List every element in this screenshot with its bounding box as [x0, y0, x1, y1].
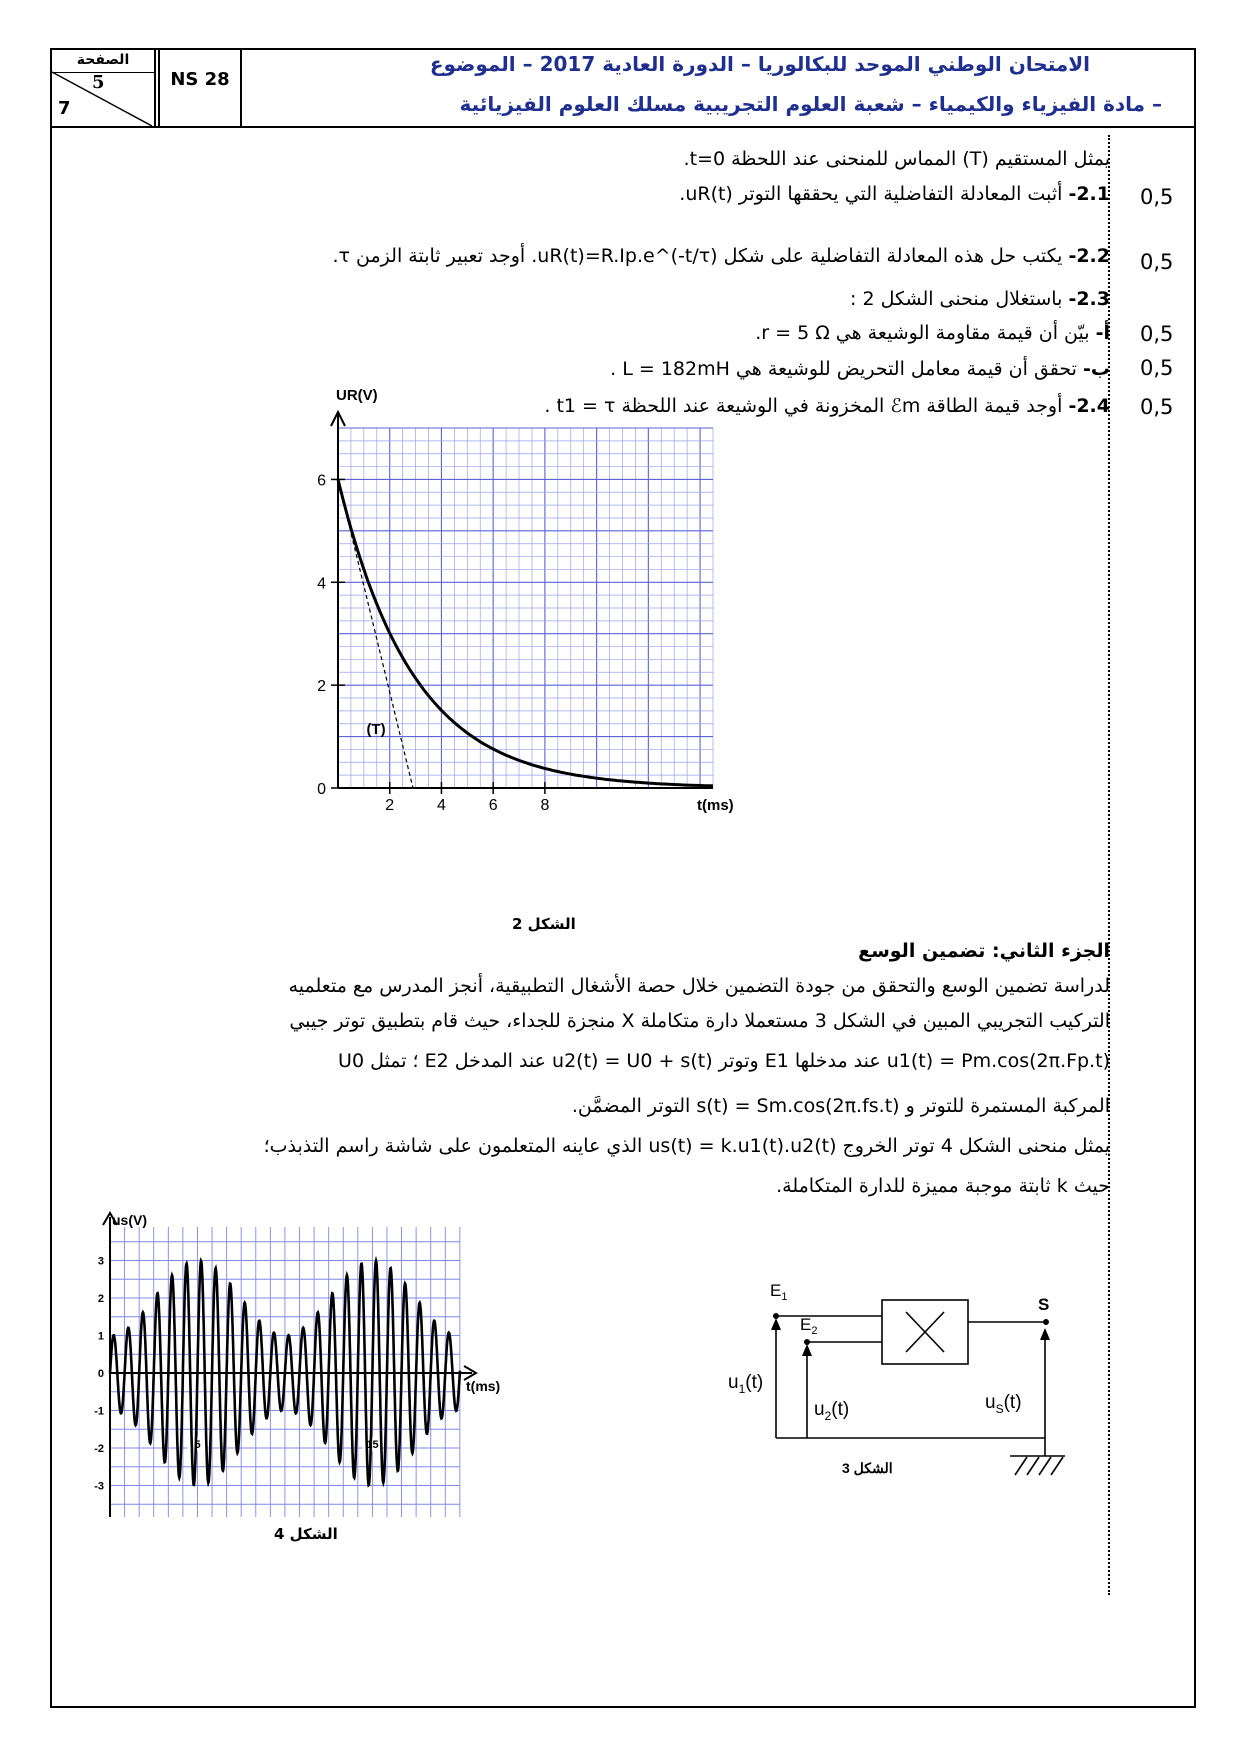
part-2-line-1: لدراسة تضمين الوسع والتحقق من جودة التضمين خلال حصة الأشغال التطبيقية، أنجز المدرس مع متعلميه	[288, 975, 1110, 997]
score: 0,5	[1140, 322, 1174, 346]
us-label: $u_S(t)$	[985, 1392, 1022, 1416]
y-axis-label: UR(V)	[336, 387, 378, 404]
part-2-heading: الجزء الثاني: تضمين الوسع	[858, 940, 1110, 962]
q-number: 2.4-	[1068, 395, 1110, 417]
x-tick-label: 15	[366, 1438, 379, 1451]
question-2-2	[333, 245, 1111, 267]
part-2-line-6: حيث k ثابتة موجبة مميزة للدارة المتكاملة.	[776, 1175, 1110, 1197]
ground-hatch	[1039, 1457, 1051, 1475]
y-tick-label: -1	[94, 1405, 104, 1418]
ground-hatch	[1051, 1457, 1063, 1475]
figure-4-chart	[90, 1212, 590, 1525]
ur-curve	[338, 479, 713, 786]
part-2-line-4: المركبة المستمرة للتوتر و s(t) = Sm.cos(2π.fs.t) التوتر المضمَّن.	[571, 1095, 1110, 1117]
terminal-icon	[1043, 1319, 1049, 1325]
score: 0,5	[1140, 250, 1174, 274]
y-axis-label: us(V)	[112, 1212, 147, 1228]
q-number: ب-	[1083, 358, 1110, 380]
y-tick-label: 0	[97, 1368, 104, 1380]
x-tick-label: 8	[540, 797, 550, 814]
x-tick-label: 4	[436, 797, 446, 814]
y-tick-label: 6	[317, 472, 326, 490]
exam-title: الامتحان الوطني الموحد للبكالوريا – الدورة العادية 2017 – الموضوع	[429, 52, 1090, 76]
arrowhead-icon	[1040, 1328, 1050, 1340]
q-text: أثبت المعادلة التفاضلية التي يحققها التوتر uR(t).	[679, 183, 1063, 205]
question-2-4	[544, 395, 1110, 417]
page-label: الصفحة	[52, 50, 154, 73]
score: 0,5	[1140, 356, 1174, 380]
y-tick-label: 4	[317, 575, 326, 593]
question-2-1	[679, 183, 1110, 205]
score: 0,5	[1140, 185, 1174, 209]
ground-hatch	[1015, 1457, 1027, 1475]
y-tick-label: 2	[97, 1293, 104, 1305]
q-number: 2.2-	[1068, 245, 1110, 267]
intro-text: يمثل المستقيم (T) المماس للمنحنى عند اللحظة t=0.	[683, 148, 1110, 170]
y-tick-label: 2	[317, 678, 326, 696]
exam-code: NS 28	[158, 50, 242, 126]
q-number: 2.1-	[1068, 183, 1110, 205]
x-tick-label: 6	[488, 797, 498, 814]
y-tick-label: 1	[97, 1330, 104, 1343]
part-2-line-3: u1(t) = Pm.cos(2π.Fp.t) عند مدخلها E1 وتوتر u2(t) = U0 + s(t) عند المدخل E2 ؛ تمثل U0	[338, 1050, 1110, 1072]
q-number: أ-	[1095, 322, 1110, 344]
page-number-box	[52, 50, 156, 126]
x-axis-label: t(ms)	[697, 797, 734, 814]
figure-3-caption: الشكل 3	[842, 1460, 893, 1476]
y-tick-label: -2	[94, 1443, 104, 1455]
y-tick-label: -3	[94, 1480, 104, 1493]
ground-hatch	[1027, 1457, 1039, 1475]
figure-3-circuit	[720, 1270, 1080, 1560]
u1-label: $u_1(t)$	[728, 1372, 764, 1396]
exam-subtitle: – مادة الفيزياء والكيمياء – شعبة العلوم التجريبية مسلك العلوم الفيزيائية	[459, 92, 1162, 116]
x-axis-label: t(ms)	[466, 1378, 501, 1394]
part-2-line-2: التركيب التجريبي المبين في الشكل 3 مستعملا دارة متكاملة X منجزة للجداء، حيث قام بتطبيق توتر جيبي	[289, 1010, 1110, 1032]
q-text: تحقق أن قيمة معامل التحريض للوشيعة هي L = 182mH .	[610, 358, 1077, 380]
q-text: باستغلال منحنى الشكل 2 :	[850, 288, 1063, 310]
y-tick-label: 3	[97, 1255, 104, 1268]
part-2-line-5: يمثل منحنى الشكل 4 توتر الخروج us(t) = k.u1(t).u2(t) الذي عاينه المتعلمون على شاشة راسم التذبذب؛	[263, 1135, 1110, 1157]
figure-4-caption: الشكل 4	[274, 1525, 338, 1543]
question-2-3	[850, 288, 1110, 310]
arrowhead-icon	[771, 1318, 781, 1330]
terminal-icon	[773, 1313, 779, 1319]
x-tick-label: 2	[385, 797, 395, 814]
q-text: يكتب حل هذه المعادلة التفاضلية على شكل uR(t)=R.Ip.e^(-t/τ). أوجد تعبير ثابتة الزمن τ.	[332, 245, 1063, 267]
u2-label: $u_2(t)$	[814, 1399, 850, 1423]
margin-divider	[1108, 135, 1110, 1595]
q-text: أوجد قيمة الطاقة ℰm المخزونة في الوشيعة عند اللحظة t1 = τ .	[544, 395, 1063, 417]
question-2-3-a	[755, 322, 1110, 344]
e2-label: $E_2$	[800, 1315, 818, 1337]
score: 0,5	[1140, 395, 1174, 419]
page-total: 7	[58, 98, 71, 119]
q-number: 2.3-	[1068, 288, 1110, 310]
q-text: بيّن أن قيمة مقاومة الوشيعة هي r = 5 Ω.	[755, 322, 1090, 344]
tangent-label: (T)	[366, 721, 386, 738]
page-current: 5	[92, 72, 105, 93]
s-label: S	[1038, 1295, 1050, 1314]
e1-label: $E_1$	[770, 1281, 788, 1303]
figure-2-caption: الشكل 2	[512, 915, 576, 933]
x-tick-label: 5	[194, 1438, 201, 1451]
terminal-icon	[804, 1339, 810, 1345]
arrowhead-icon	[802, 1344, 812, 1356]
question-2-3-b	[610, 358, 1110, 380]
y-tick-label: 0	[317, 781, 326, 798]
